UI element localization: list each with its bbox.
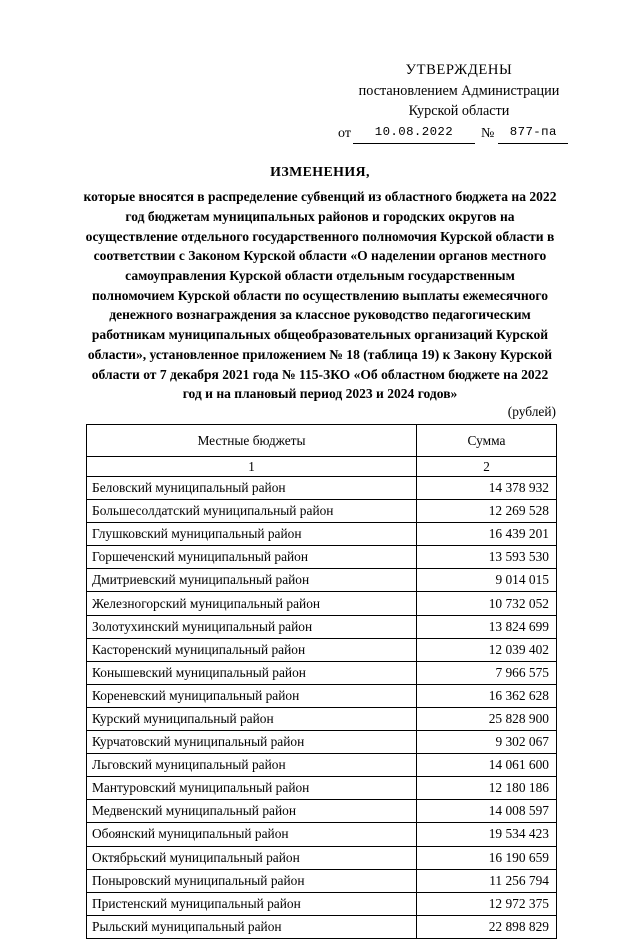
municipality-name: Большесолдатский муниципальный район bbox=[87, 500, 417, 523]
subvention-amount: 14 008 597 bbox=[417, 800, 557, 823]
subvention-amount: 12 180 186 bbox=[417, 777, 557, 800]
table-row bbox=[87, 777, 557, 800]
municipality-name: Касторенский муниципальный район bbox=[87, 638, 417, 661]
subvention-amount: 12 039 402 bbox=[417, 638, 557, 661]
subvention-amount: 14 061 600 bbox=[417, 754, 557, 777]
table-row bbox=[87, 892, 557, 915]
date-label: от bbox=[338, 126, 351, 142]
municipality-name: Железногорский муниципальный район bbox=[87, 592, 417, 615]
table-row bbox=[87, 684, 557, 707]
municipality-name: Льговский муниципальный район bbox=[87, 754, 417, 777]
table-row bbox=[87, 592, 557, 615]
subvention-amount: 12 269 528 bbox=[417, 500, 557, 523]
approval-date-line bbox=[330, 124, 588, 144]
document-title-block bbox=[83, 163, 557, 404]
units-note: (рублей) bbox=[507, 404, 556, 419]
table-row bbox=[87, 500, 557, 523]
number-sign: № bbox=[480, 126, 495, 142]
column-header-amount: Сумма bbox=[417, 425, 557, 457]
subvention-amount: 12 972 375 bbox=[417, 892, 557, 915]
municipality-name: Кореневский муниципальный район bbox=[87, 684, 417, 707]
approval-date-value: 10.08.2022 bbox=[353, 124, 475, 144]
municipality-name: Глушковский муниципальный район bbox=[87, 523, 417, 546]
subvention-amount: 7 966 575 bbox=[417, 661, 557, 684]
table-row bbox=[87, 638, 557, 661]
table-row bbox=[87, 915, 557, 938]
approval-line-1: УТВЕРЖДЕНЫ bbox=[405, 62, 513, 78]
subvention-amount: 16 362 628 bbox=[417, 684, 557, 707]
table-row bbox=[87, 615, 557, 638]
column-number-2: 2 bbox=[417, 457, 557, 477]
table-row bbox=[87, 731, 557, 754]
municipality-name: Конышевский муниципальный район bbox=[87, 661, 417, 684]
column-header-local-budgets: Местные бюджеты bbox=[87, 425, 417, 457]
title-body-text: которые вносятся в распределение субвенций из областного бюджета на 2022 год бюджетам муниципальных районов и городских округов на осуществление отдельного государственного полномочия Курской области в соответствии с Законом Курской области «О наделении органов местного самоуправления Курской области отдельным государственным полномочием Курской области по осуществлению выплаты ежемесячного денежного вознаграждения за классное руководство педагогическим работникам муниципальных общеобразовательных организаций Курской области», установленное приложением № 18 (таблица 19) к Закону Курской области от 7 декабря 2021 года № 115-ЗКО «Об областном бюджете на 2022 год и на плановый период 2023 и 2024 годов» bbox=[83, 189, 557, 402]
table-column-number-row bbox=[87, 457, 557, 477]
table-row bbox=[87, 661, 557, 684]
subvention-amount: 19 534 423 bbox=[417, 823, 557, 846]
table-row bbox=[87, 846, 557, 869]
approval-line-3: Курской области bbox=[408, 102, 510, 119]
table-row bbox=[87, 800, 557, 823]
subvention-amount: 9 014 015 bbox=[417, 569, 557, 592]
table-body bbox=[87, 477, 557, 939]
municipality-name: Горшеченский муниципальный район bbox=[87, 546, 417, 569]
subvention-amount: 10 732 052 bbox=[417, 592, 557, 615]
table-row bbox=[87, 754, 557, 777]
table-row bbox=[87, 869, 557, 892]
table-row bbox=[87, 523, 557, 546]
approval-number-value: 877-па bbox=[498, 124, 568, 144]
table-header-row bbox=[87, 425, 557, 457]
page-title: ИЗМЕНЕНИЯ, bbox=[270, 165, 370, 180]
subvention-amount: 13 824 699 bbox=[417, 615, 557, 638]
subvention-amount: 25 828 900 bbox=[417, 707, 557, 730]
municipality-name: Мантуровский муниципальный район bbox=[87, 777, 417, 800]
table-header bbox=[87, 425, 557, 477]
municipality-name: Золотухинский муниципальный район bbox=[87, 615, 417, 638]
municipality-name: Поныровский муниципальный район bbox=[87, 869, 417, 892]
municipality-name: Курский муниципальный район bbox=[87, 707, 417, 730]
municipality-name: Дмитриевский муниципальный район bbox=[87, 569, 417, 592]
municipality-name: Октябрьский муниципальный район bbox=[87, 846, 417, 869]
table-row bbox=[87, 707, 557, 730]
subvention-amount: 13 593 530 bbox=[417, 546, 557, 569]
table-row bbox=[87, 546, 557, 569]
municipality-name: Беловский муниципальный район bbox=[87, 477, 417, 500]
municipality-name: Курчатовский муниципальный район bbox=[87, 731, 417, 754]
subvention-amount: 16 439 201 bbox=[417, 523, 557, 546]
table-row bbox=[87, 477, 557, 500]
table-row bbox=[87, 823, 557, 846]
municipality-name: Обоянский муниципальный район bbox=[87, 823, 417, 846]
approval-line-2: постановлением Администрации bbox=[358, 82, 560, 99]
column-number-1: 1 bbox=[87, 457, 417, 477]
municipality-name: Пристенский муниципальный район bbox=[87, 892, 417, 915]
subvention-amount: 16 190 659 bbox=[417, 846, 557, 869]
municipality-name: Медвенский муниципальный район bbox=[87, 800, 417, 823]
table-row bbox=[87, 569, 557, 592]
subvention-amount: 22 898 829 bbox=[417, 915, 557, 938]
subvention-amount: 11 256 794 bbox=[417, 869, 557, 892]
budget-table bbox=[86, 424, 557, 939]
municipality-name: Рыльский муниципальный район bbox=[87, 915, 417, 938]
subvention-amount: 14 378 932 bbox=[417, 477, 557, 500]
subvention-amount: 9 302 067 bbox=[417, 731, 557, 754]
approval-header bbox=[330, 60, 588, 144]
